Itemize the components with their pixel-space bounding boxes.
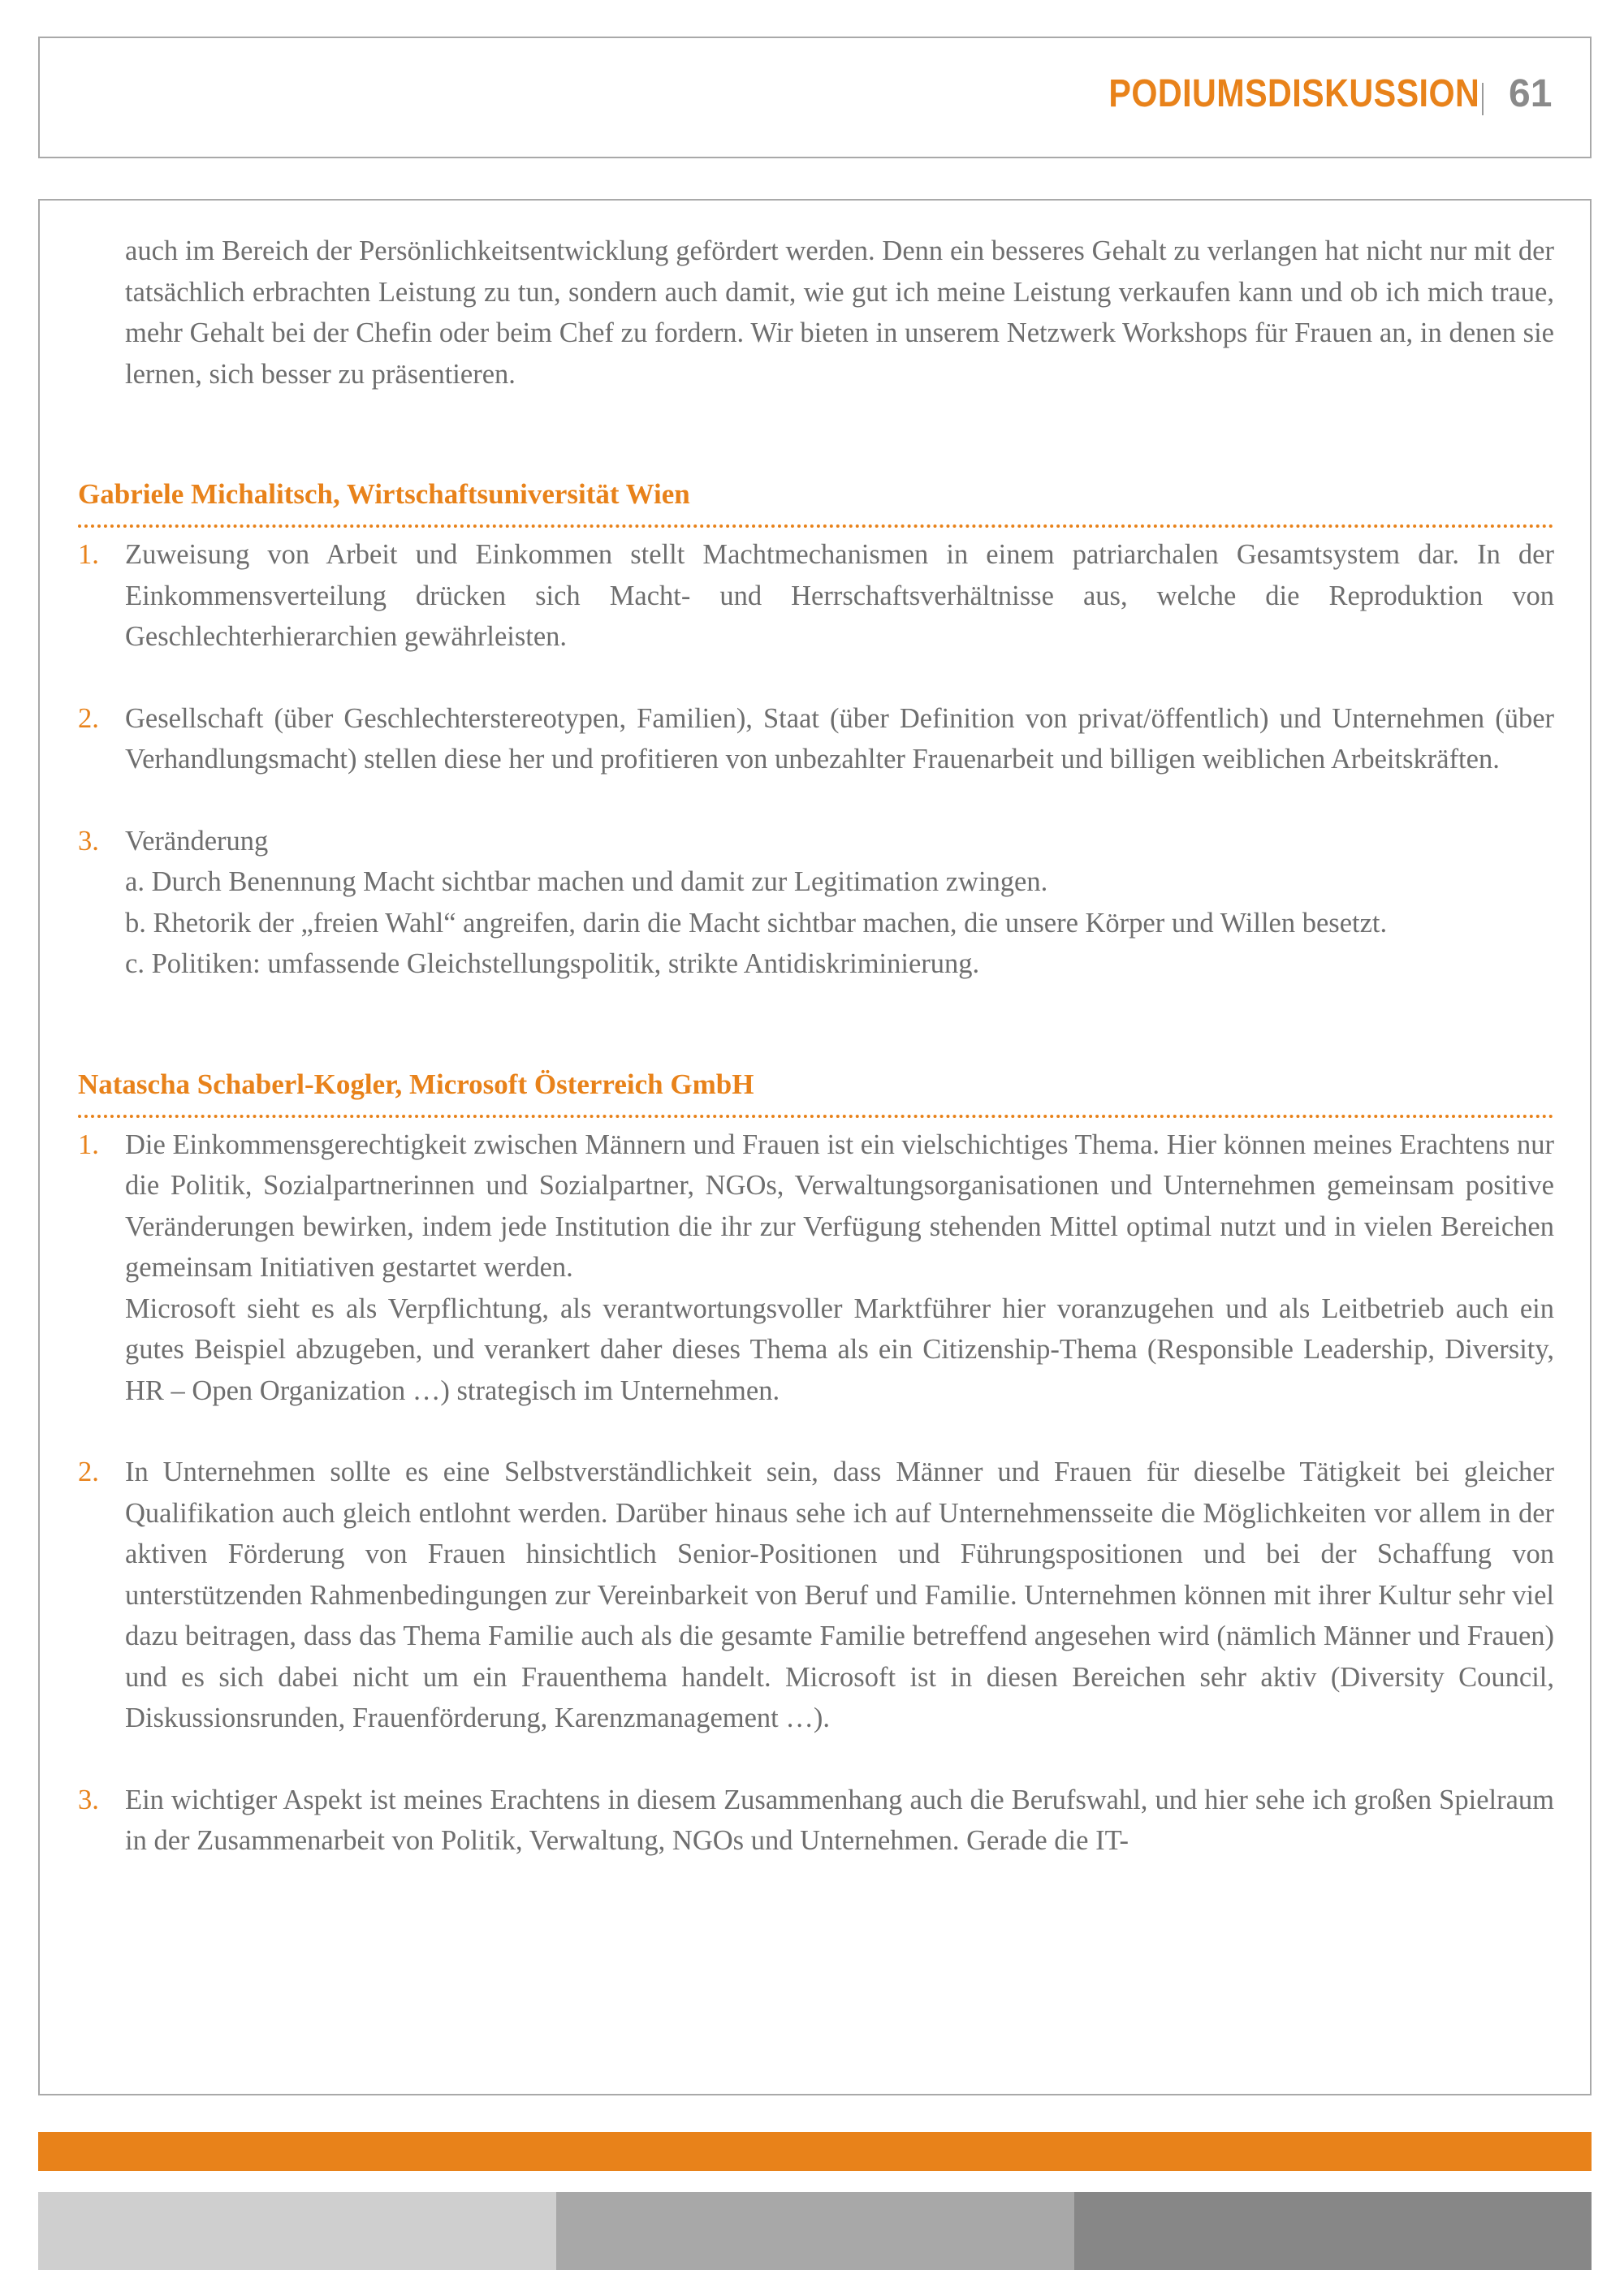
speaker-section <box>78 1064 1554 1862</box>
list-item <box>78 534 1554 658</box>
header-divider <box>1482 83 1484 115</box>
item-text: Die Einkommensgerechtigkeit zwischen Männern und Frauen ist ein vielschichtiges Thema. Hier können meines Erachtens nur die Politik, Sozialpartnerinnen und Sozialpartner, NGOs, Verwaltungsorganisationen und Unternehmen gemeinsam positive Veränderungen bewirken, indem jede Institution die ihr zur Verfügung stehenden Mittel optimal nutzt und in vielen Bereichen gemeinsam Initiativen gestartet werden. <box>125 1129 1554 1283</box>
sub-item: a. Durch Benennung Macht sichtbar machen und damit zur Legitimation zwingen. <box>125 866 1048 897</box>
footer-gray-block-light <box>38 2192 556 2270</box>
intro-paragraph: auch im Bereich der Persönlichkeitsentwicklung gefördert werden. Denn ein besseres Gehalt zu verlangen hat nicht nur mit der tatsächlich erbrachten Leistung zu tun, sondern auch damit, wie gut ich meine Leistung verkaufen kann und ob ich mich traue, mehr Gehalt bei der Chefin oder beim Chef zu fordern. Wir bieten in unserem Netzwerk Workshops für Frauen an, in denen sie lernen, sich besser zu präsentieren. <box>125 235 1554 390</box>
item-number: 1 . <box>78 534 99 576</box>
item-number: 2 . <box>78 698 99 740</box>
footer-gray-block-dark <box>1074 2192 1592 2270</box>
item-text: Ein wichtiger Aspekt ist meines Erachtens in diesem Zusammenhang auch die Berufswahl, und hier sehe ich großen Spielraum in der Zusammenarbeit von Politik, Verwaltung, NGOs und Unternehmen. Gerade die IT- <box>125 1784 1554 1856</box>
item-text: Zuweisung von Arbeit und Einkommen stellt Machtmechanismen in einem patriarchalen Gesamtsystem dar. In der Einkommensverteilung drücken sich Macht- und Herrschaftsverhältnisse aus, welche die Reproduktion von Geschlechterhierarchien gewährleisten. <box>125 539 1554 652</box>
item-text-continued: Microsoft sieht es als Verpflichtung, als verantwortungsvoller Marktführer hier voranzugehen und als Leitbetrieb auch ein gutes Beispiel abzugeben, und verankert daher dieses Thema als ein Citizenship-Thema (Responsible Leadership, Diversity, HR – Open Organization …) strategisch im Unternehmen. <box>125 1293 1554 1406</box>
section-title: PODIUMSDISKUSSION <box>1108 72 1479 115</box>
page-content <box>78 231 1554 1862</box>
dotted-divider <box>78 1115 1554 1118</box>
sub-item: c. Politiken: umfassende Gleichstellungspolitik, strikte Antidiskriminierung. <box>125 948 980 979</box>
list-item <box>78 1124 1554 1412</box>
item-text: Gesellschaft (über Geschlechterstereotypen, Familien), Staat (über Definition von privat/öffentlich) und Unternehmen (über Verhandlungsmacht) stellen diese her und profitieren von unbezahlter Frauenarbeit und billigen weiblichen Arbeitskräften. <box>125 702 1554 775</box>
item-number: 3 . <box>78 1780 99 1821</box>
dotted-divider <box>78 524 1554 528</box>
page-number: 61 <box>1509 72 1553 115</box>
speaker-section <box>78 474 1554 985</box>
item-number: 3 . <box>78 821 99 862</box>
footer-accent-bar <box>38 2132 1592 2171</box>
sub-item: b. Rhetorik der „freien Wahl“ angreifen, darin die Macht sichtbar machen, die unsere Körper und Willen besetzt. <box>125 907 1388 939</box>
item-text: Veränderung <box>125 825 269 857</box>
item-number: 2 . <box>78 1452 99 1493</box>
list-item <box>78 1452 1554 1739</box>
list-item <box>78 698 1554 780</box>
list-item <box>78 821 1554 985</box>
footer-gray-block-medium <box>556 2192 1074 2270</box>
item-number: 1 . <box>78 1124 99 1166</box>
list-item <box>78 1780 1554 1862</box>
speaker-heading: Gabriele Michalitsch, Wirtschaftsuniversität Wien <box>78 478 690 510</box>
speaker-heading: Natascha Schaberl-Kogler, Microsoft Österreich GmbH <box>78 1068 754 1100</box>
item-text: In Unternehmen sollte es eine Selbstverständlichkeit sein, dass Männer und Frauen für dieselbe Tätigkeit bei gleicher Qualifikation auch gleich entlohnt werden. Darüber hinaus sehe ich auf Unternehmensseite die Möglichkeiten vor allem in der aktiven Förderung von Frauen hinsichtlich Senior-Positionen und Führungspositionen und bei der Schaffung von unterstützenden Rahmenbedingungen zur Vereinbarkeit von Beruf und Familie. Unternehmen können mit ihrer Kultur sehr viel dazu beitragen, dass das Thema Familie auch als die gesamte Familie betreffend angesehen wird (nämlich Männer und Frauen) und es sich dabei nicht um ein Frauenthema handelt. Microsoft ist in diesen Bereichen sehr aktiv (Diversity Council, Diskussionsrunden, Frauenförderung, Karenzmanagement …). <box>125 1457 1554 1733</box>
